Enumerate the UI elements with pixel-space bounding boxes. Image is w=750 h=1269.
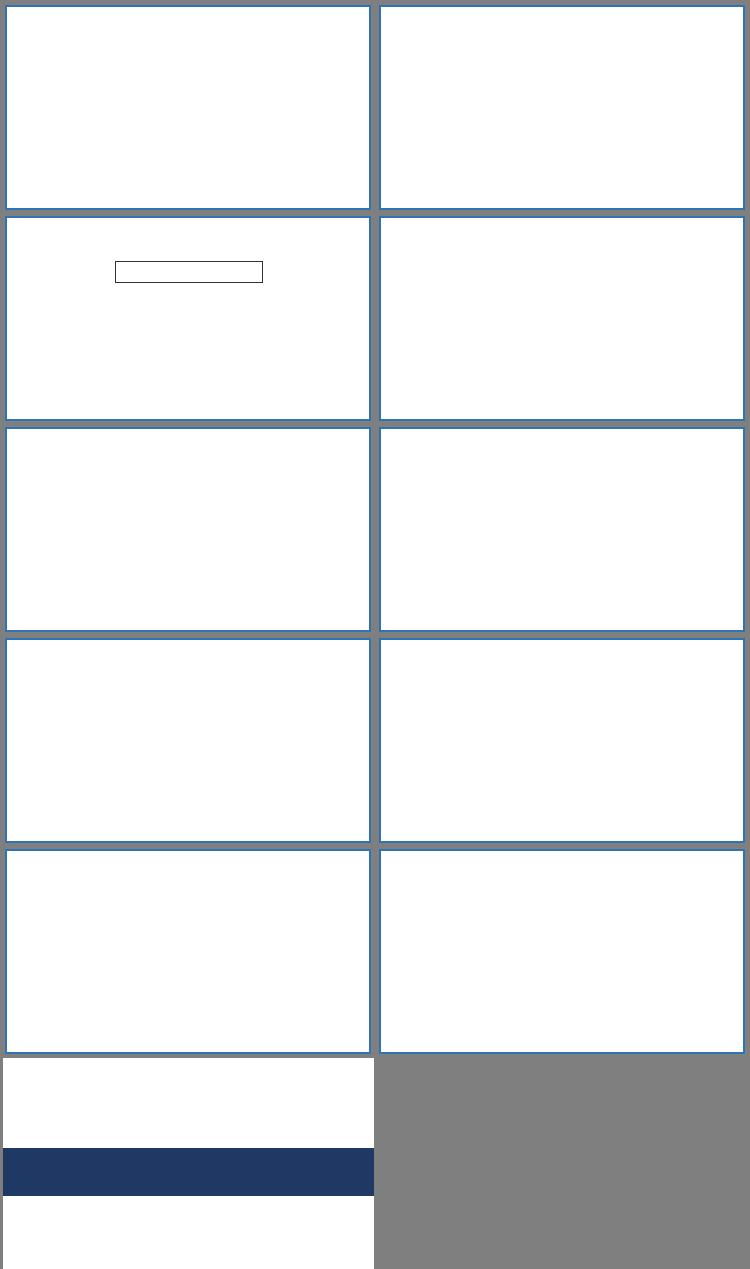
slide-reading-1 (379, 638, 745, 843)
slide-cloze-1 (379, 216, 745, 421)
slide-cloze-2 (5, 427, 371, 632)
slide-reading-2 (5, 849, 371, 1054)
ad-slide (3, 1058, 374, 1269)
slide-title (5, 5, 371, 210)
slide-options-1 (379, 427, 745, 632)
word-box (115, 261, 263, 283)
slide-true-false (379, 849, 745, 1054)
slide-options-2 (5, 638, 371, 843)
slide-spelling (379, 5, 745, 210)
usage-banner (3, 1148, 374, 1196)
slide-prepositions (5, 216, 371, 421)
